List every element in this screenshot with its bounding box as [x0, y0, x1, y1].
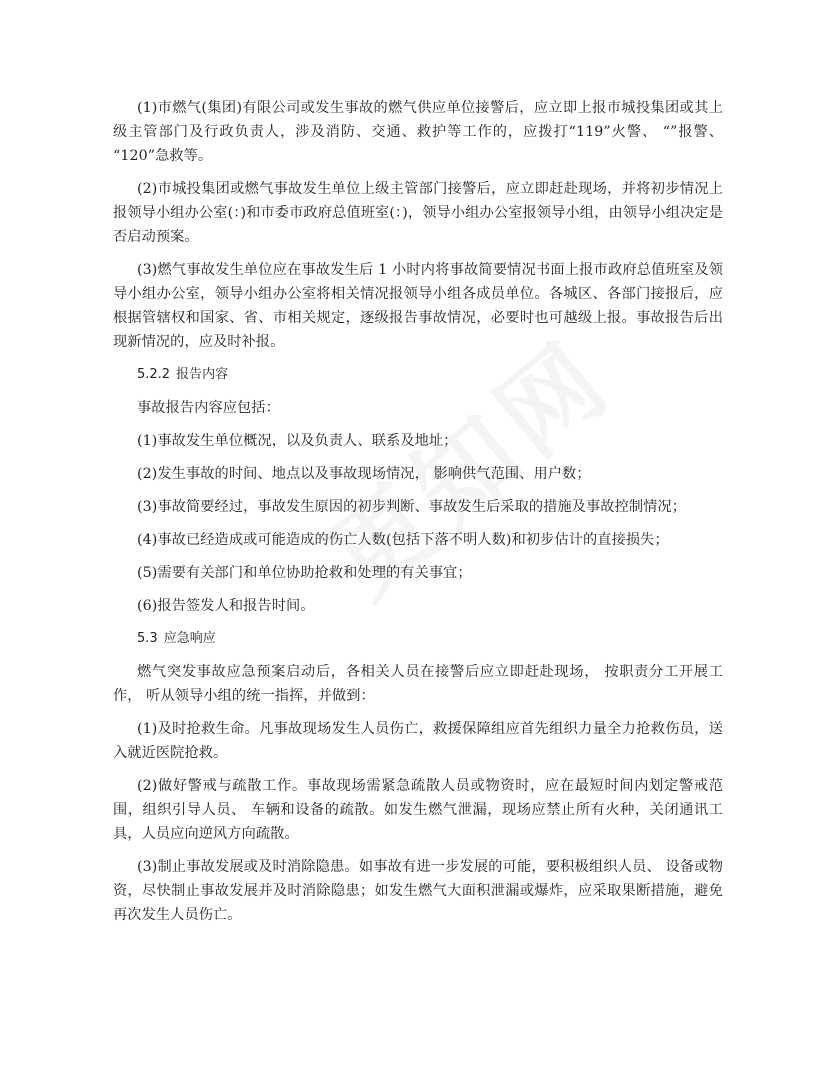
list-item: (5)需要有关部门和单位协助抢救和处理的有关事宜； [137, 565, 472, 581]
list-item: (1)事故发生单位概况，以及负责人、联系及地址； [137, 433, 458, 449]
response-item: (1)及时抢救生命。凡事故现场发生人员伤亡，救援保障组应首先组织力量全力抢救伤员，送入就近医院抢救。 [113, 721, 723, 761]
section-title: 报告内容 [176, 367, 229, 382]
section-number: 5.3 [137, 631, 158, 646]
section-heading-5-2-2 [113, 363, 723, 387]
response-item: (2)做好警戒与疏散工作。事故现场需紧急疏散人员或物资时，应在最短时间内划定警戒范围，组织引导人员、 车辆和设备的疏散。如发生燃气泄漏，现场应禁止所有火种，关闭通讯工具，人员应向逆风方向疏散。 [113, 778, 723, 842]
section-heading-5-3 [113, 627, 723, 651]
document-body [113, 96, 723, 936]
section-number: 5.2.2 [137, 367, 171, 382]
paragraph-response-intro: 燃气突发事故应急预案启动后，各相关人员在接警后应立即赶赴现场， 按职责分工开展工作， 听从领导小组的统一指挥，并做到： [113, 664, 723, 704]
list-item: (3)事故简要经过，事故发生原因的初步判断、事故发生后采取的措施及事故控制情况； [137, 499, 687, 515]
list-item: (4)事故已经造成或可能造成的伤亡人数(包括下落不明人数)和初步估计的直接损失； [137, 532, 669, 548]
paragraph-alarm-report: (1)市燃气(集团)有限公司或发生事故的燃气供应单位接警后，应立即上报市城投集团或其上级主管部门及行政负责人，涉及消防、交通、救护等工作的，应拨打“119”火警、 “”报警、 “120”急救等。 [113, 100, 723, 164]
section-title: 应急响应 [163, 631, 216, 646]
paragraph-group-report: (2)市城投集团或燃气事故发生单位上级主管部门接警后，应立即赶赴现场，并将初步情况上报领导小组办公室(：)和市委市政府总值班室(：)，领导小组办公室报领导小组，由领导小组决定是否启动预案。 [113, 181, 723, 245]
paragraph-report-intro: 事故报告内容应包括： [137, 400, 280, 416]
list-item: (6)报告签发人和报告时间。 [137, 598, 315, 614]
response-item: (3)制止事故发展或及时消除隐患。如事故有进一步发展的可能，要积极组织人员、 设备或物资，尽快制止事故发展并及时消除隐患；如发生燃气大面积泄漏或爆炸，应采取果断措施，避免再次发生人员伤亡。 [113, 859, 723, 923]
list-item: (2)发生事故的时间、地点以及事故现场情况， 影响供气范围、用户数； [137, 466, 591, 482]
paragraph-written-report: (3)燃气事故发生单位应在事故发生后 1 小时内将事故简要情况书面上报市政府总值班室及领导小组办公室，领导小组办公室将相关情况报领导小组各成员单位。各城区、各部门接报后，应根据管辖权和国家、省、市相关规定，逐级报告事故情况，必要时也可越级上报。事故报告后出现新情况的，应及时补报。 [113, 262, 723, 350]
